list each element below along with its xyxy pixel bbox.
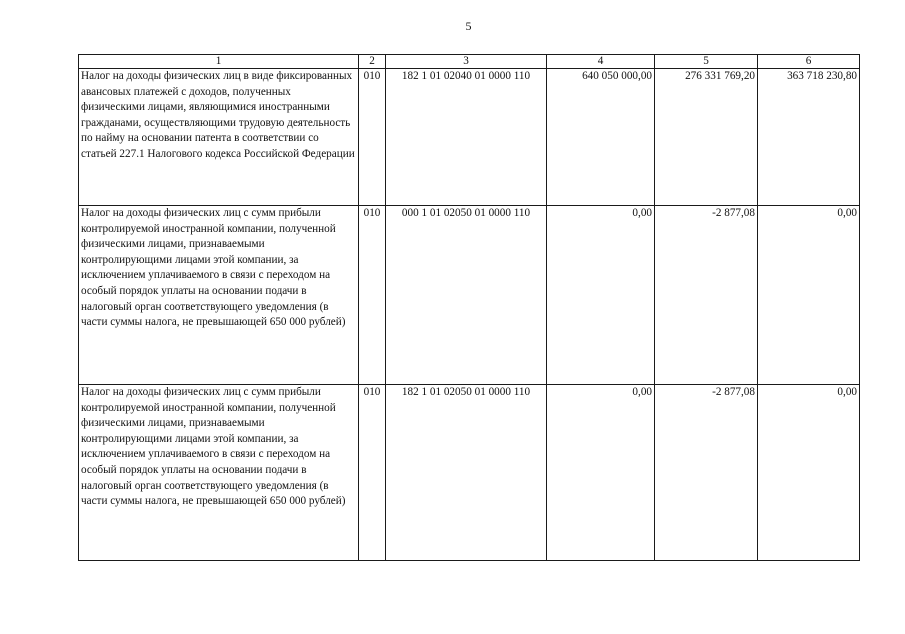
row-executed: 276 331 769,20 [655, 69, 758, 206]
revenue-table [78, 54, 860, 561]
column-header: 3 [386, 55, 547, 69]
column-header: 1 [79, 55, 359, 69]
table-header-row [79, 55, 860, 69]
row-approved: 0,00 [547, 206, 655, 385]
table-row [79, 69, 860, 206]
row-approved: 0,00 [547, 385, 655, 561]
row-line-code: 010 [359, 69, 386, 206]
row-unexecuted: 0,00 [758, 206, 860, 385]
table-row [79, 385, 860, 561]
row-budget-code: 182 1 01 02050 01 0000 110 [386, 385, 547, 561]
row-name: Налог на доходы физических лиц в виде фиксированных авансовых платежей с доходов, полученных физическими лицами, являющимися иностранными гражданами, осуществляющими трудовую деятельность по найму на основании патента в соответствии со статьей 227.1 Налогового кодекса Российской Федерации [79, 69, 359, 206]
column-header: 2 [359, 55, 386, 69]
row-unexecuted: 363 718 230,80 [758, 69, 860, 206]
row-unexecuted: 0,00 [758, 385, 860, 561]
table-row [79, 206, 860, 385]
row-line-code: 010 [359, 206, 386, 385]
row-executed: -2 877,08 [655, 385, 758, 561]
row-name: Налог на доходы физических лиц с сумм прибыли контролируемой иностранной компании, полученной физическими лицами, признаваемыми контролирующими лицами этой компании, за исключением уплачиваемого в связи с переходом на особый порядок уплаты на основании подачи в налоговый орган соответствующего уведомления (в части суммы налога, не превышающей 650 000 рублей) [79, 206, 359, 385]
column-header: 4 [547, 55, 655, 69]
column-header: 6 [758, 55, 860, 69]
row-budget-code: 000 1 01 02050 01 0000 110 [386, 206, 547, 385]
row-name: Налог на доходы физических лиц с сумм прибыли контролируемой иностранной компании, полученной физическими лицами, признаваемыми контролирующими лицами этой компании, за исключением уплачиваемого в связи с переходом на особый порядок уплаты на основании подачи в налоговый орган соответствующего уведомления (в части суммы налога, не превышающей 650 000 рублей) [79, 385, 359, 561]
column-header: 5 [655, 55, 758, 69]
page-number: 5 [465, 19, 472, 33]
row-line-code: 010 [359, 385, 386, 561]
row-budget-code: 182 1 01 02040 01 0000 110 [386, 69, 547, 206]
row-executed: -2 877,08 [655, 206, 758, 385]
row-approved: 640 050 000,00 [547, 69, 655, 206]
